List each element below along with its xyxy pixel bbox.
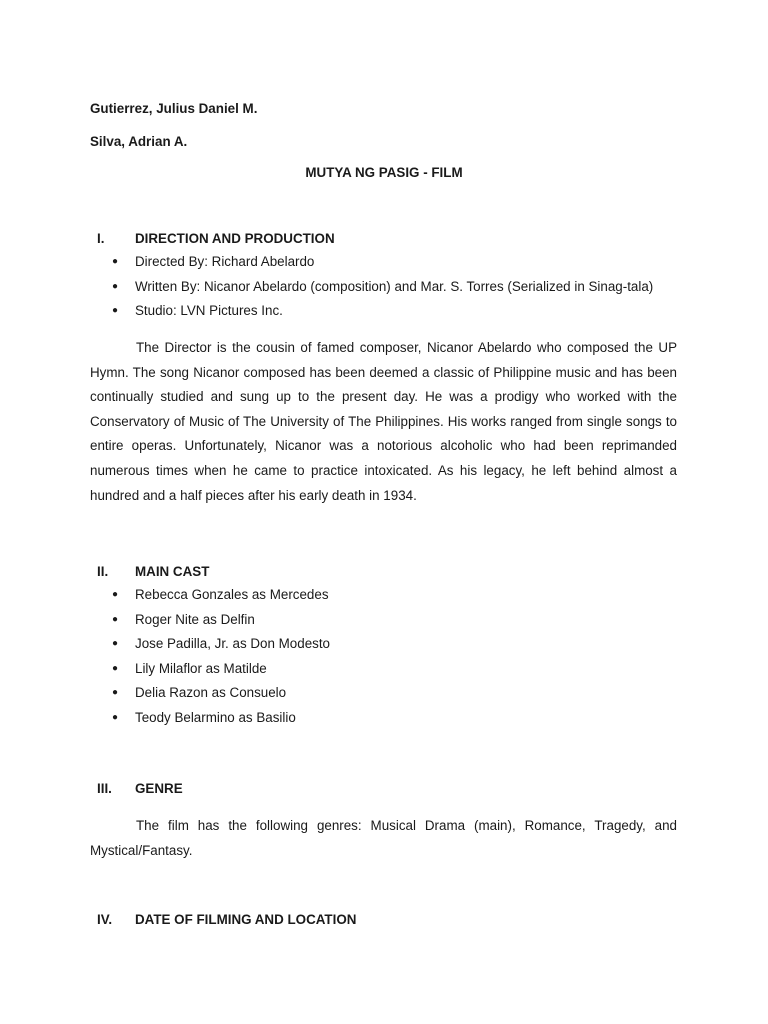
bullet-icon: ● — [112, 638, 119, 650]
list-item-text: Written By: Nicanor Abelardo (composition) and Mar. S. Torres (Serialized in Sinag-tala) — [135, 278, 654, 294]
bullet-icon: ● — [112, 280, 119, 292]
section-paragraph: The Director is the cousin of famed composer, Nicanor Abelardo who composed the UP Hymn. The song Nicanor composed has been deemed a classic of Philippine music and has been continually studied and sung up to the present day. He was a prodigy who worked with the Conservatory of Music of The University of The Philippines. His works ranged from single songs to entire operas. Unfortunately, Nicanor was a notorious alcoholic who had been reprimanded numerous times when he came to practice intoxicated. As his legacy, he left behind almost a hundred and a half pieces after his early death in 1934. — [90, 340, 677, 503]
bullet-icon: ● — [112, 256, 119, 267]
section-numeral: III. — [97, 781, 112, 796]
section-heading: DATE OF FILMING AND LOCATION — [135, 912, 357, 927]
section-heading: DIRECTION AND PRODUCTION — [135, 231, 335, 246]
author-name-2: Silva, Adrian A. — [90, 134, 188, 149]
document-title: MUTYA NG PASIG - FILM — [305, 165, 463, 180]
list-item-text: Delia Razon as Consuelo — [135, 685, 287, 701]
list-item-text: Lily Milaflor as Matilde — [135, 660, 267, 676]
list-item-text: Jose Padilla, Jr. as Don Modesto — [135, 636, 331, 652]
bullet-icon: ● — [112, 305, 119, 317]
section-numeral: IV. — [97, 912, 113, 927]
section-heading: GENRE — [135, 781, 183, 796]
list-item-text: Roger Nite as Delfin — [135, 611, 255, 627]
author-name-1: Gutierrez, Julius Daniel M. — [90, 101, 258, 116]
bullet-icon: ● — [112, 662, 119, 674]
bullet-icon: ● — [112, 687, 119, 699]
section-numeral: II. — [97, 564, 109, 579]
bullet-icon: ● — [112, 613, 119, 625]
section-paragraph: The film has the following genres: Musical Drama (main), Romance, Tragedy, and Mystical/Fantasy. — [90, 818, 677, 858]
section-numeral: I. — [97, 231, 105, 246]
bullet-icon: ● — [112, 589, 119, 600]
list-item-text: Rebecca Gonzales as Mercedes — [135, 587, 329, 602]
list-item-text: Studio: LVN Pictures Inc. — [135, 303, 283, 319]
bullet-icon: ● — [112, 711, 119, 723]
list-item-text: Teody Belarmino as Basilio — [135, 709, 296, 725]
list-item-text: Directed By: Richard Abelardo — [135, 254, 315, 269]
section-heading: MAIN CAST — [135, 564, 210, 579]
